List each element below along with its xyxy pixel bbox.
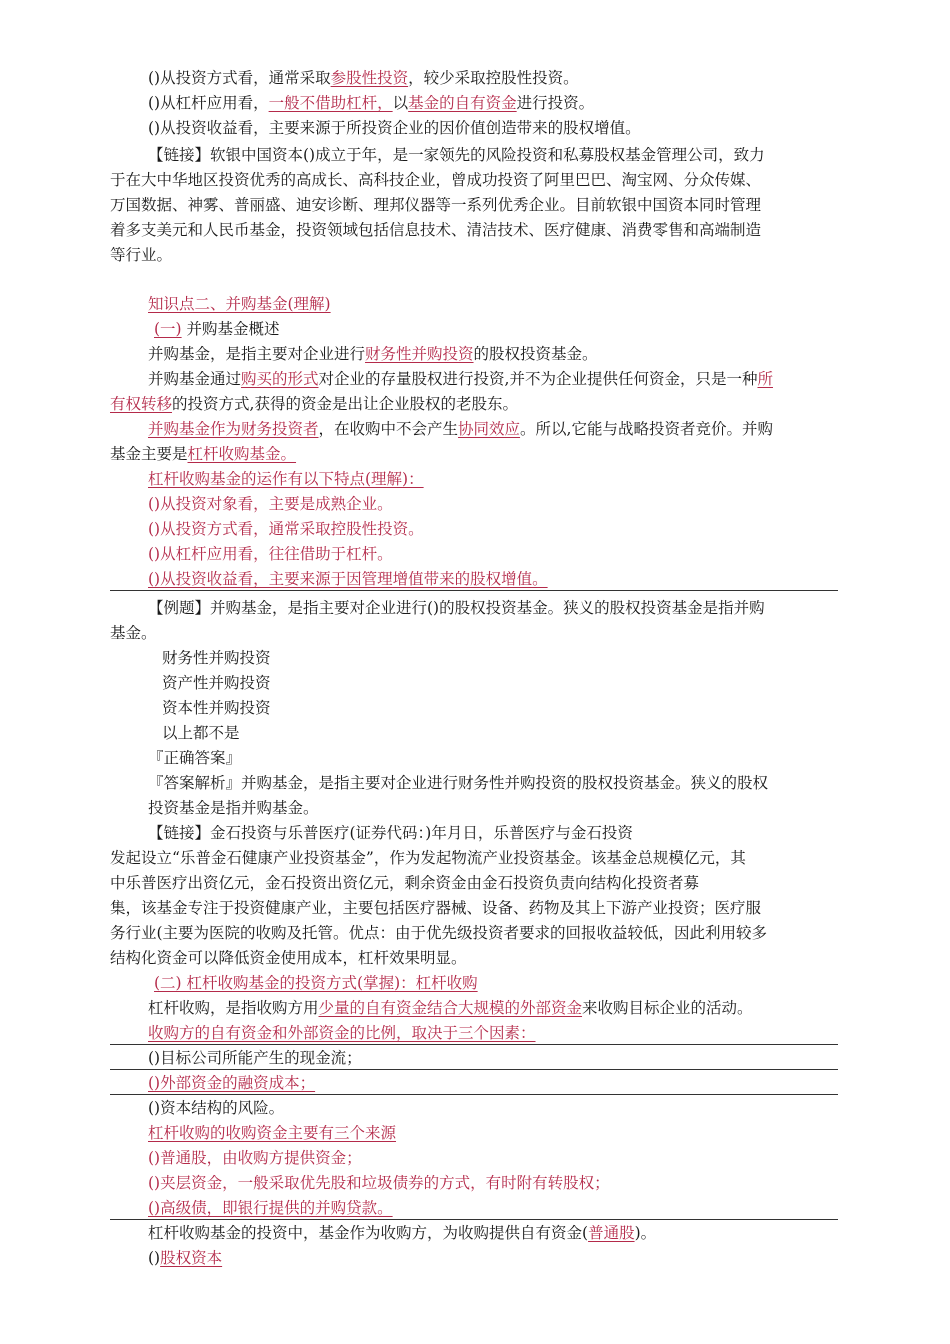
option: 以上都不是 [162,724,240,742]
highlight: 所 [757,370,773,388]
feature-item: ()从投资收益看，主要来源于因管理增值带来的股权增值。 [148,570,548,588]
link-note-line: 【链接】软银中国资本()成立于年，是一家领先的风险投资和私募股权基金管理公司，致力 [148,146,765,164]
feature-item: ()从投资对象看，主要是成熟企业。 [148,495,393,513]
link-note-line: 【链接】金石投资与乐普医疗(证券代码：)年月日，乐普医疗与金石投资 [148,824,633,842]
subsection-heading: (一) 并购基金概述 [154,320,280,338]
example-question: 【例题】并购基金，是指主要对企业进行()的股权投资基金。狭义的股权投资基金是指并购 [148,599,765,617]
factor-item: ()资本结构的风险。 [148,1099,285,1117]
answer-label: 『正确答案』 [148,749,242,767]
highlight: 并购基金作为财务投资者 [148,420,319,438]
highlight: 参股性投资 [330,69,409,87]
subsection-heading: (二) 杠杆收购基金的投资方式(掌握)：杠杆收购 [154,974,478,992]
feature-item: ()从杠杆应用看，往往借助于杠杆。 [148,545,393,563]
link-note-line: 发起设立“乐普金石健康产业投资基金”，作为发起物流产业投资基金。该基金总规模亿元，其 [110,849,746,867]
link-note-line: 中乐普医疗出资亿元，金石投资出资亿元，剩余资金由金石投资负责向结构化投资者募 [110,874,700,892]
highlight: 协同效应 [458,420,521,438]
ratio-title: 收购方的自有资金和外部资金的比例，取决于三个因素： [148,1024,536,1042]
sources-title: 杠杆收购的收购资金主要有三个来源 [148,1124,397,1142]
answer-explanation: 『答案解析』并购基金，是指主要对企业进行财务性并购投资的股权投资基金。狭义的股权 [148,774,769,792]
paragraph: 杠杆收购，是指收购方用少量的自有资金结合大规模的外部资金来收购目标企业的活动。 [148,999,753,1017]
divider [110,1069,838,1070]
highlight: 财务性并购投资 [365,345,474,363]
divider [110,1044,838,1045]
highlight: 少量的自有资金结合大规模的外部资金 [318,999,583,1017]
link-note-line: 集，该基金专注于投资健康产业，主要包括医疗器械、设备、药物及其上下游产业投资；医疗服 [110,899,762,917]
paragraph: 有权转移的投资方式,获得的资金是出让企业股权的老股东。 [110,395,518,413]
highlight: 股权资本 [160,1249,223,1267]
paragraph: 并购基金，是指主要对企业进行财务性并购投资的股权投资基金。 [148,345,598,363]
option: 资本性并购投资 [162,699,271,717]
highlight: 一般不借助杠杆， [268,94,393,112]
link-note-line: 万国数据、神雾、普丽盛、迪安诊断、理邦仪器等一系列优秀企业。目前软银中国资本同时管理 [110,196,762,214]
link-note-line: 结构化资金可以降低资金使用成本，杠杆效果明显。 [110,949,467,967]
factor-item: ()外部资金的融资成本； [148,1074,316,1092]
highlight: 杠杆收购基金。 [187,445,297,463]
feature-title: 杠杆收购基金的运作有以下特点(理解)： [148,470,424,488]
option: 资产性并购投资 [162,674,271,692]
link-note-line: 等行业。 [110,246,173,264]
option: 财务性并购投资 [162,649,271,667]
paragraph: ()从投资方式看，通常采取参股性投资，较少采取控股性投资。 [148,69,579,87]
paragraph: 杠杆收购基金的投资中，基金作为收购方，为收购提供自有资金(普通股)。 [148,1224,657,1242]
answer-explanation: 投资基金是指并购基金。 [148,799,319,817]
paragraph: ()股权资本 [148,1249,223,1267]
link-note-line: 着多支美元和人民币基金，投资领域包括信息技术、清洁技术、医疗健康、消费零售和高端制造 [110,221,762,239]
example-question: 基金。 [110,624,157,642]
source-item: ()夹层资金，一般采取优先股和垃圾债券的方式，有时附有转股权； [148,1174,610,1192]
highlight: 基金的自有资金 [408,94,517,112]
link-note-line: 务行业(主要为医院的收购及托管。优点：由于优先级投资者要求的回报收益较低，因此利用较多 [110,924,768,942]
source-item: ()普通股，由收购方提供资金； [148,1149,362,1167]
highlight: 普通股 [588,1224,635,1242]
divider [110,1219,838,1220]
paragraph: ()从投资收益看，主要来源于所投资企业的因价值创造带来的股权增值。 [148,119,641,137]
paragraph: 并购基金通过购买的形式对企业的存量股权进行投资,并不为企业提供任何资金，只是一种所 [148,370,773,388]
source-item: ()高级债，即银行提供的并购贷款。 [148,1199,393,1217]
paragraph: ()从杠杆应用看，一般不借助杠杆，以基金的自有资金进行投资。 [148,94,595,112]
paragraph: 并购基金作为财务投资者，在收购中不会产生协同效应。所以,它能与战略投资者竞价。并购 [148,420,773,438]
factor-item: ()目标公司所能产生的现金流； [148,1049,362,1067]
paragraph: 基金主要是杠杆收购基金。 [110,445,297,463]
highlight: 有权转移 [110,395,173,413]
divider [110,1094,838,1095]
feature-item: ()从投资方式看，通常采取控股性投资。 [148,520,424,538]
divider [110,590,838,591]
section-heading: 知识点二、并购基金(理解) [148,295,331,313]
link-note-line: 于在大中华地区投资优秀的高成长、高科技企业，曾成功投资了阿里巴巴、淘宝网、分众传媒、 [110,171,762,189]
highlight: 购买的形式 [241,370,319,388]
